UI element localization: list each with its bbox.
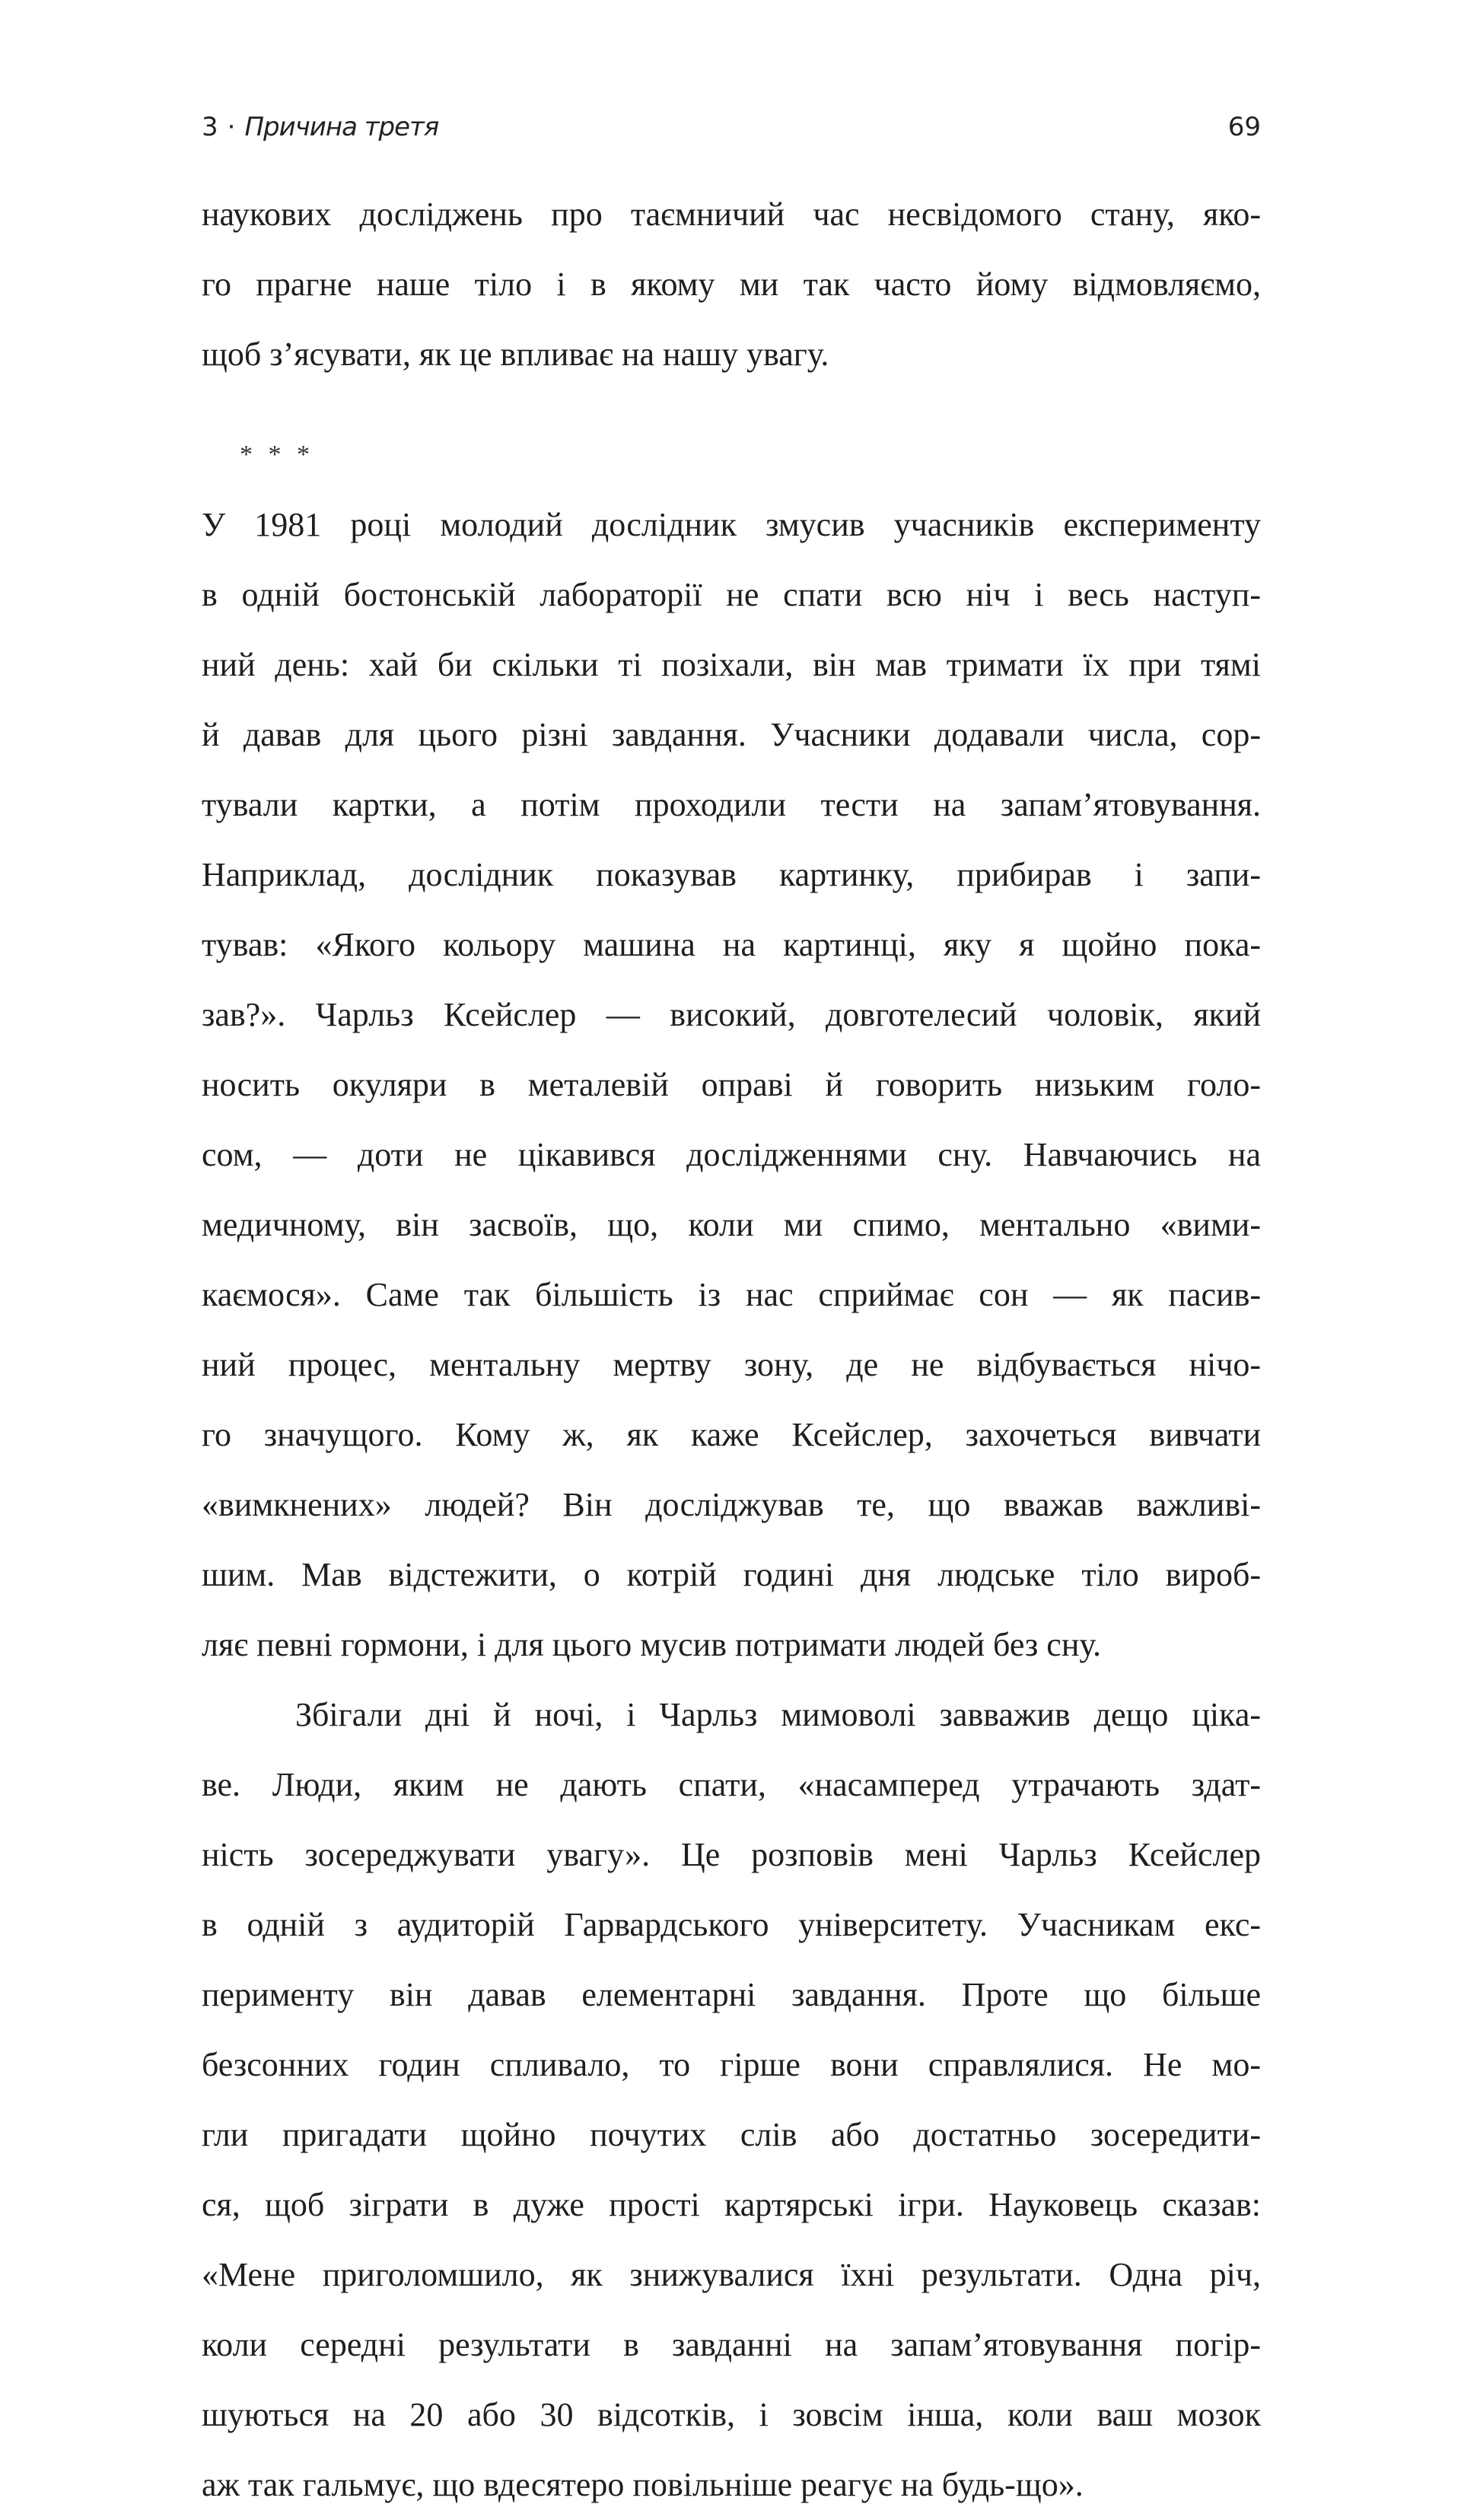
text-line: ся, щоб зіграти в дуже прості картярські ігри. Науковець сказав:: [202, 2186, 1261, 2223]
paragraph: [202, 490, 1261, 1680]
running-head: [202, 108, 1261, 146]
text-line: тували картки, а потім проходили тести на запам’ятовування.: [202, 786, 1261, 823]
text-line: й давав для цього різні завдання. Учасники додавали числа, сор-: [202, 716, 1261, 753]
text-line: ве. Люди, яким не дають спати, «насамперед утрачають здат-: [202, 1766, 1261, 1803]
chapter-separator: ·: [227, 112, 236, 142]
text-line: «Мене приголомшило, як знижувалися їхні результати. Одна річ,: [202, 2256, 1261, 2293]
paragraph: [202, 180, 1261, 390]
text-line: зав?». Чарльз Ксейслер — високий, довготелесий чоловік, який: [202, 996, 1261, 1033]
text-line: Наприклад, дослідник показував картинку, прибирав і запи-: [202, 856, 1261, 893]
body-text: [202, 180, 1261, 2520]
chapter-label: [202, 108, 438, 146]
text-line: ний день: хай би скільки ті позіхали, він мав тримати їх при тямі: [202, 646, 1261, 683]
chapter-title: Причина третя: [244, 112, 439, 142]
text-line: тував: «Якого кольору машина на картинці, яку я щойно пока-: [202, 926, 1261, 963]
text-line: коли середні результати в завданні на запам’ятовування погір-: [202, 2326, 1261, 2363]
text-line: ляє певні гормони, і для цього мусив потримати людей без сну.: [202, 1626, 1101, 1663]
text-line: в одній з аудиторій Гарвардського університету. Учасникам екс-: [202, 1906, 1261, 1943]
text-line: Збігали дні й ночі, і Чарльз мимоволі завважив дещо ціка-: [295, 1696, 1261, 1733]
text-line: сом, — доти не цікавився дослідженнями сну. Навчаючись на: [202, 1136, 1261, 1173]
text-line: го прагне наше тіло і в якому ми так часто йому відмовляємо,: [202, 266, 1261, 303]
text-line: аж так гальмує, що вдесятеро повільніше реагує на будь-що».: [202, 2466, 1084, 2503]
text-line: перименту він давав елементарні завдання. Проте що більше: [202, 1976, 1261, 2013]
text-line: ність зосереджувати увагу». Це розповів мені Чарльз Ксейслер: [202, 1836, 1261, 1873]
text-line: шуються на 20 або 30 відсотків, і зовсім інша, коли ваш мозок: [202, 2396, 1261, 2433]
text-line: «вимкнених» людей? Він досліджував те, що вважав важливі-: [202, 1486, 1261, 1523]
section-gap: [202, 390, 1261, 420]
text-line: У 1981 році молодий дослідник змусив учасників експерименту: [202, 506, 1261, 543]
text-line: го значущого. Кому ж, як каже Ксейслер, захочеться вивчати: [202, 1416, 1261, 1453]
text-line: ний процес, ментальну мертву зону, де не відбувається нічо-: [202, 1346, 1261, 1383]
text-line: носить окуляри в металевій оправі й говорить низьким голо-: [202, 1066, 1261, 1103]
section-break: * * *: [240, 441, 314, 469]
text-line: медичному, він засвоїв, що, коли ми спимо, ментально «вими-: [202, 1206, 1261, 1243]
chapter-number: 3: [202, 112, 218, 142]
paragraph: [202, 1680, 1261, 2520]
text-line: в одній бостонській лабораторії не спати всю ніч і весь наступ-: [202, 576, 1261, 613]
text-line: безсонних годин спливало, то гірше вони справлялися. Не мо-: [202, 2046, 1261, 2083]
text-line: щоб з’ясувати, як це впливає на нашу увагу.: [202, 336, 829, 373]
text-line: шим. Мав відстежити, о котрій годині дня людське тіло вироб-: [202, 1556, 1261, 1593]
text-line: гли пригадати щойно почутих слів або достатньо зосередити-: [202, 2116, 1261, 2153]
text-line: наукових досліджень про таємничий час несвідомого стану, яко-: [202, 196, 1261, 233]
page-number: 69: [1227, 112, 1261, 142]
text-line: каємося». Саме так більшість із нас сприймає сон — як пасив-: [202, 1276, 1261, 1313]
